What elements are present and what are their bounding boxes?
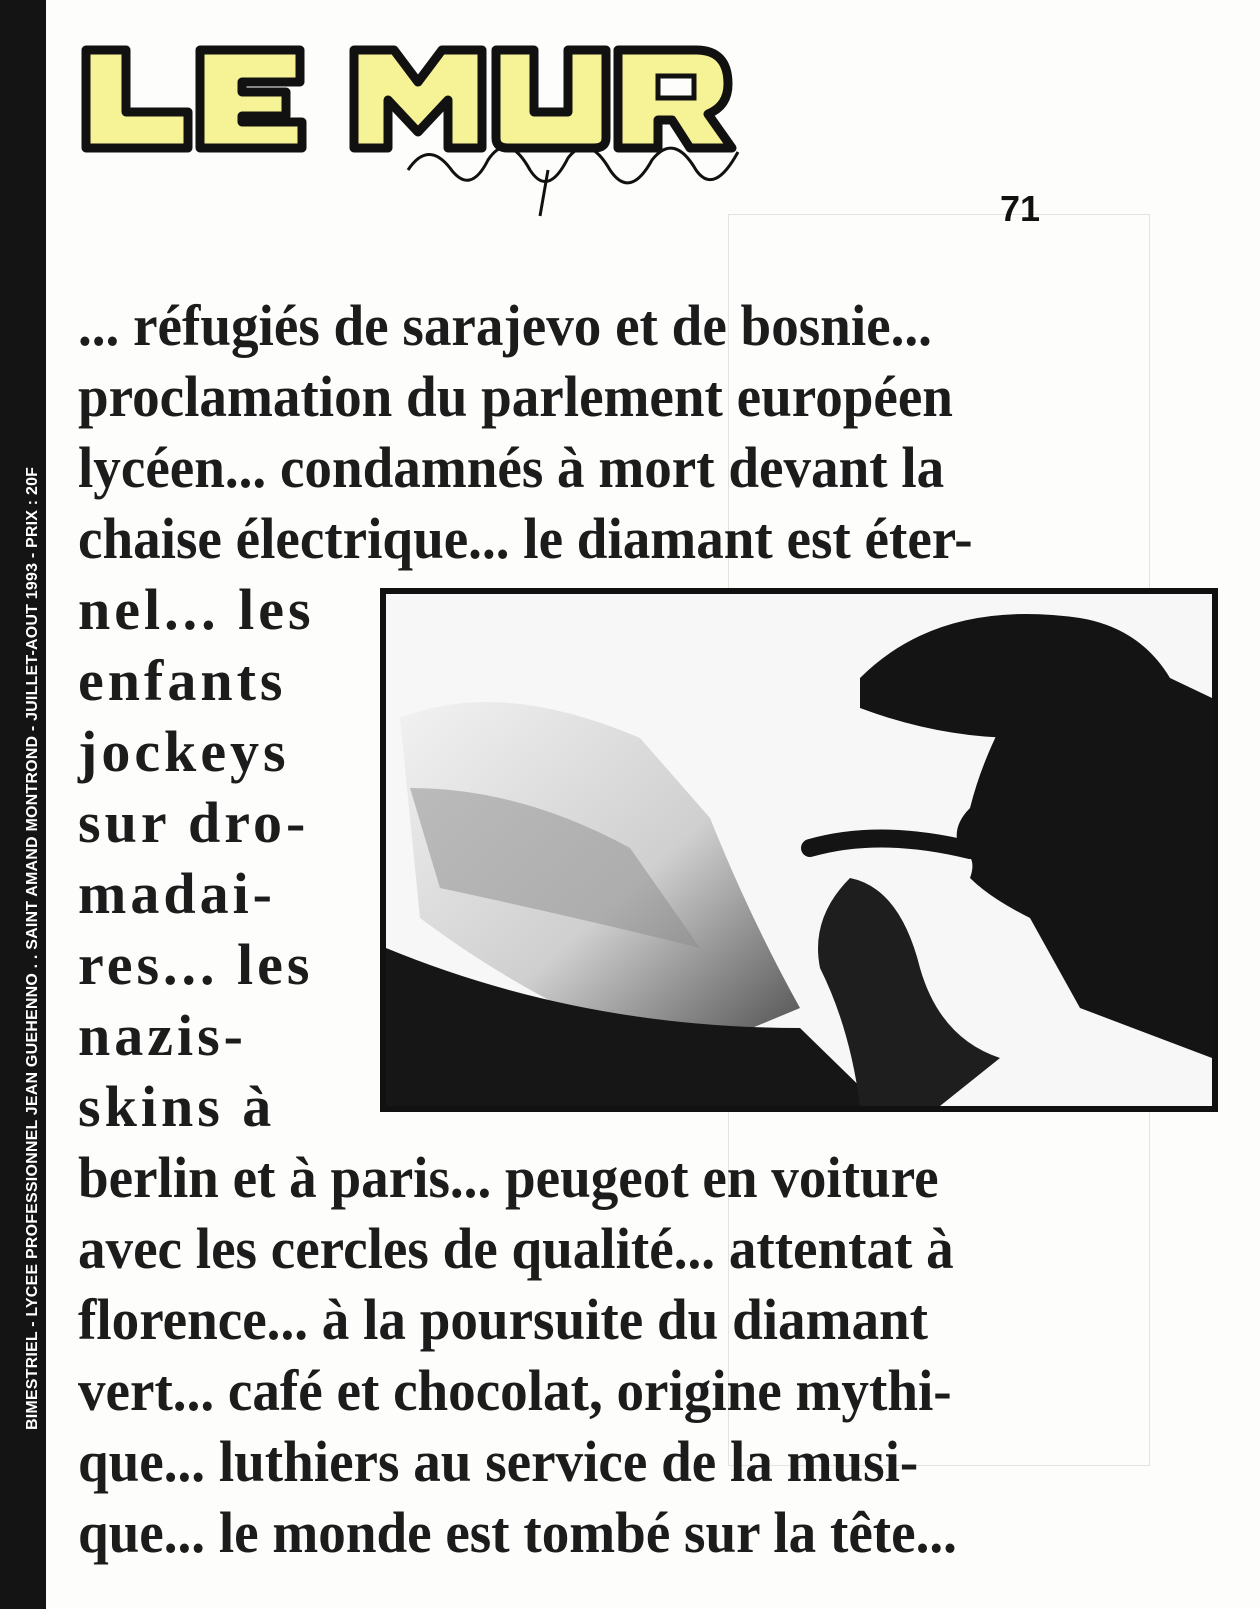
headline-line-1: ... réfugiés de sarajevo et de bosnie... bbox=[78, 293, 932, 358]
headline-line-3: lycéen... condamnés à mort devant la bbox=[78, 435, 945, 500]
headline-line-2: proclamation du parlement européen bbox=[78, 364, 953, 429]
wrap-line-1: nel... les bbox=[78, 577, 315, 642]
headline-line-5: berlin et à paris... peugeot en voiture bbox=[78, 1145, 939, 1210]
headline-line-7: florence... à la poursuite du diamant bbox=[78, 1287, 929, 1352]
headline-line-6: avec les cercles de qualité... attentat à bbox=[78, 1216, 954, 1281]
issue-number: 71 bbox=[1000, 188, 1041, 229]
wrap-line-7: nazis- bbox=[78, 1003, 247, 1068]
headline-line-9: que... luthiers au service de la musi- bbox=[78, 1429, 919, 1494]
headline-line-8: vert... café et chocolat, origine mythi- bbox=[78, 1358, 952, 1423]
wrap-line-6: res... les bbox=[78, 932, 314, 997]
wrap-line-2: enfants bbox=[78, 648, 287, 713]
headline-line-10: que... le monde est tombé sur la tête... bbox=[78, 1500, 957, 1565]
masthead-logo bbox=[78, 20, 758, 220]
wrap-line-4: sur dro- bbox=[78, 790, 310, 855]
publication-info: BIMESTRIEL - LYCEE PROFESSIONNEL JEAN GUEHENNO . . SAINT AMAND MONTROND - JUILLET-AOUT 1993 - PRIX : 20F bbox=[24, 466, 41, 1430]
cover-photo bbox=[380, 588, 1218, 1112]
wrap-line-5: madai- bbox=[78, 861, 276, 926]
masthead-logo-art bbox=[78, 20, 758, 220]
headline-line-4: chaise électrique... le diamant est éter- bbox=[78, 506, 973, 571]
wrap-line-8: skins à bbox=[78, 1074, 276, 1139]
silhouette-reading-icon bbox=[380, 588, 1218, 1112]
side-strip bbox=[0, 0, 46, 1609]
wrap-line-3: jockeys bbox=[78, 719, 290, 784]
